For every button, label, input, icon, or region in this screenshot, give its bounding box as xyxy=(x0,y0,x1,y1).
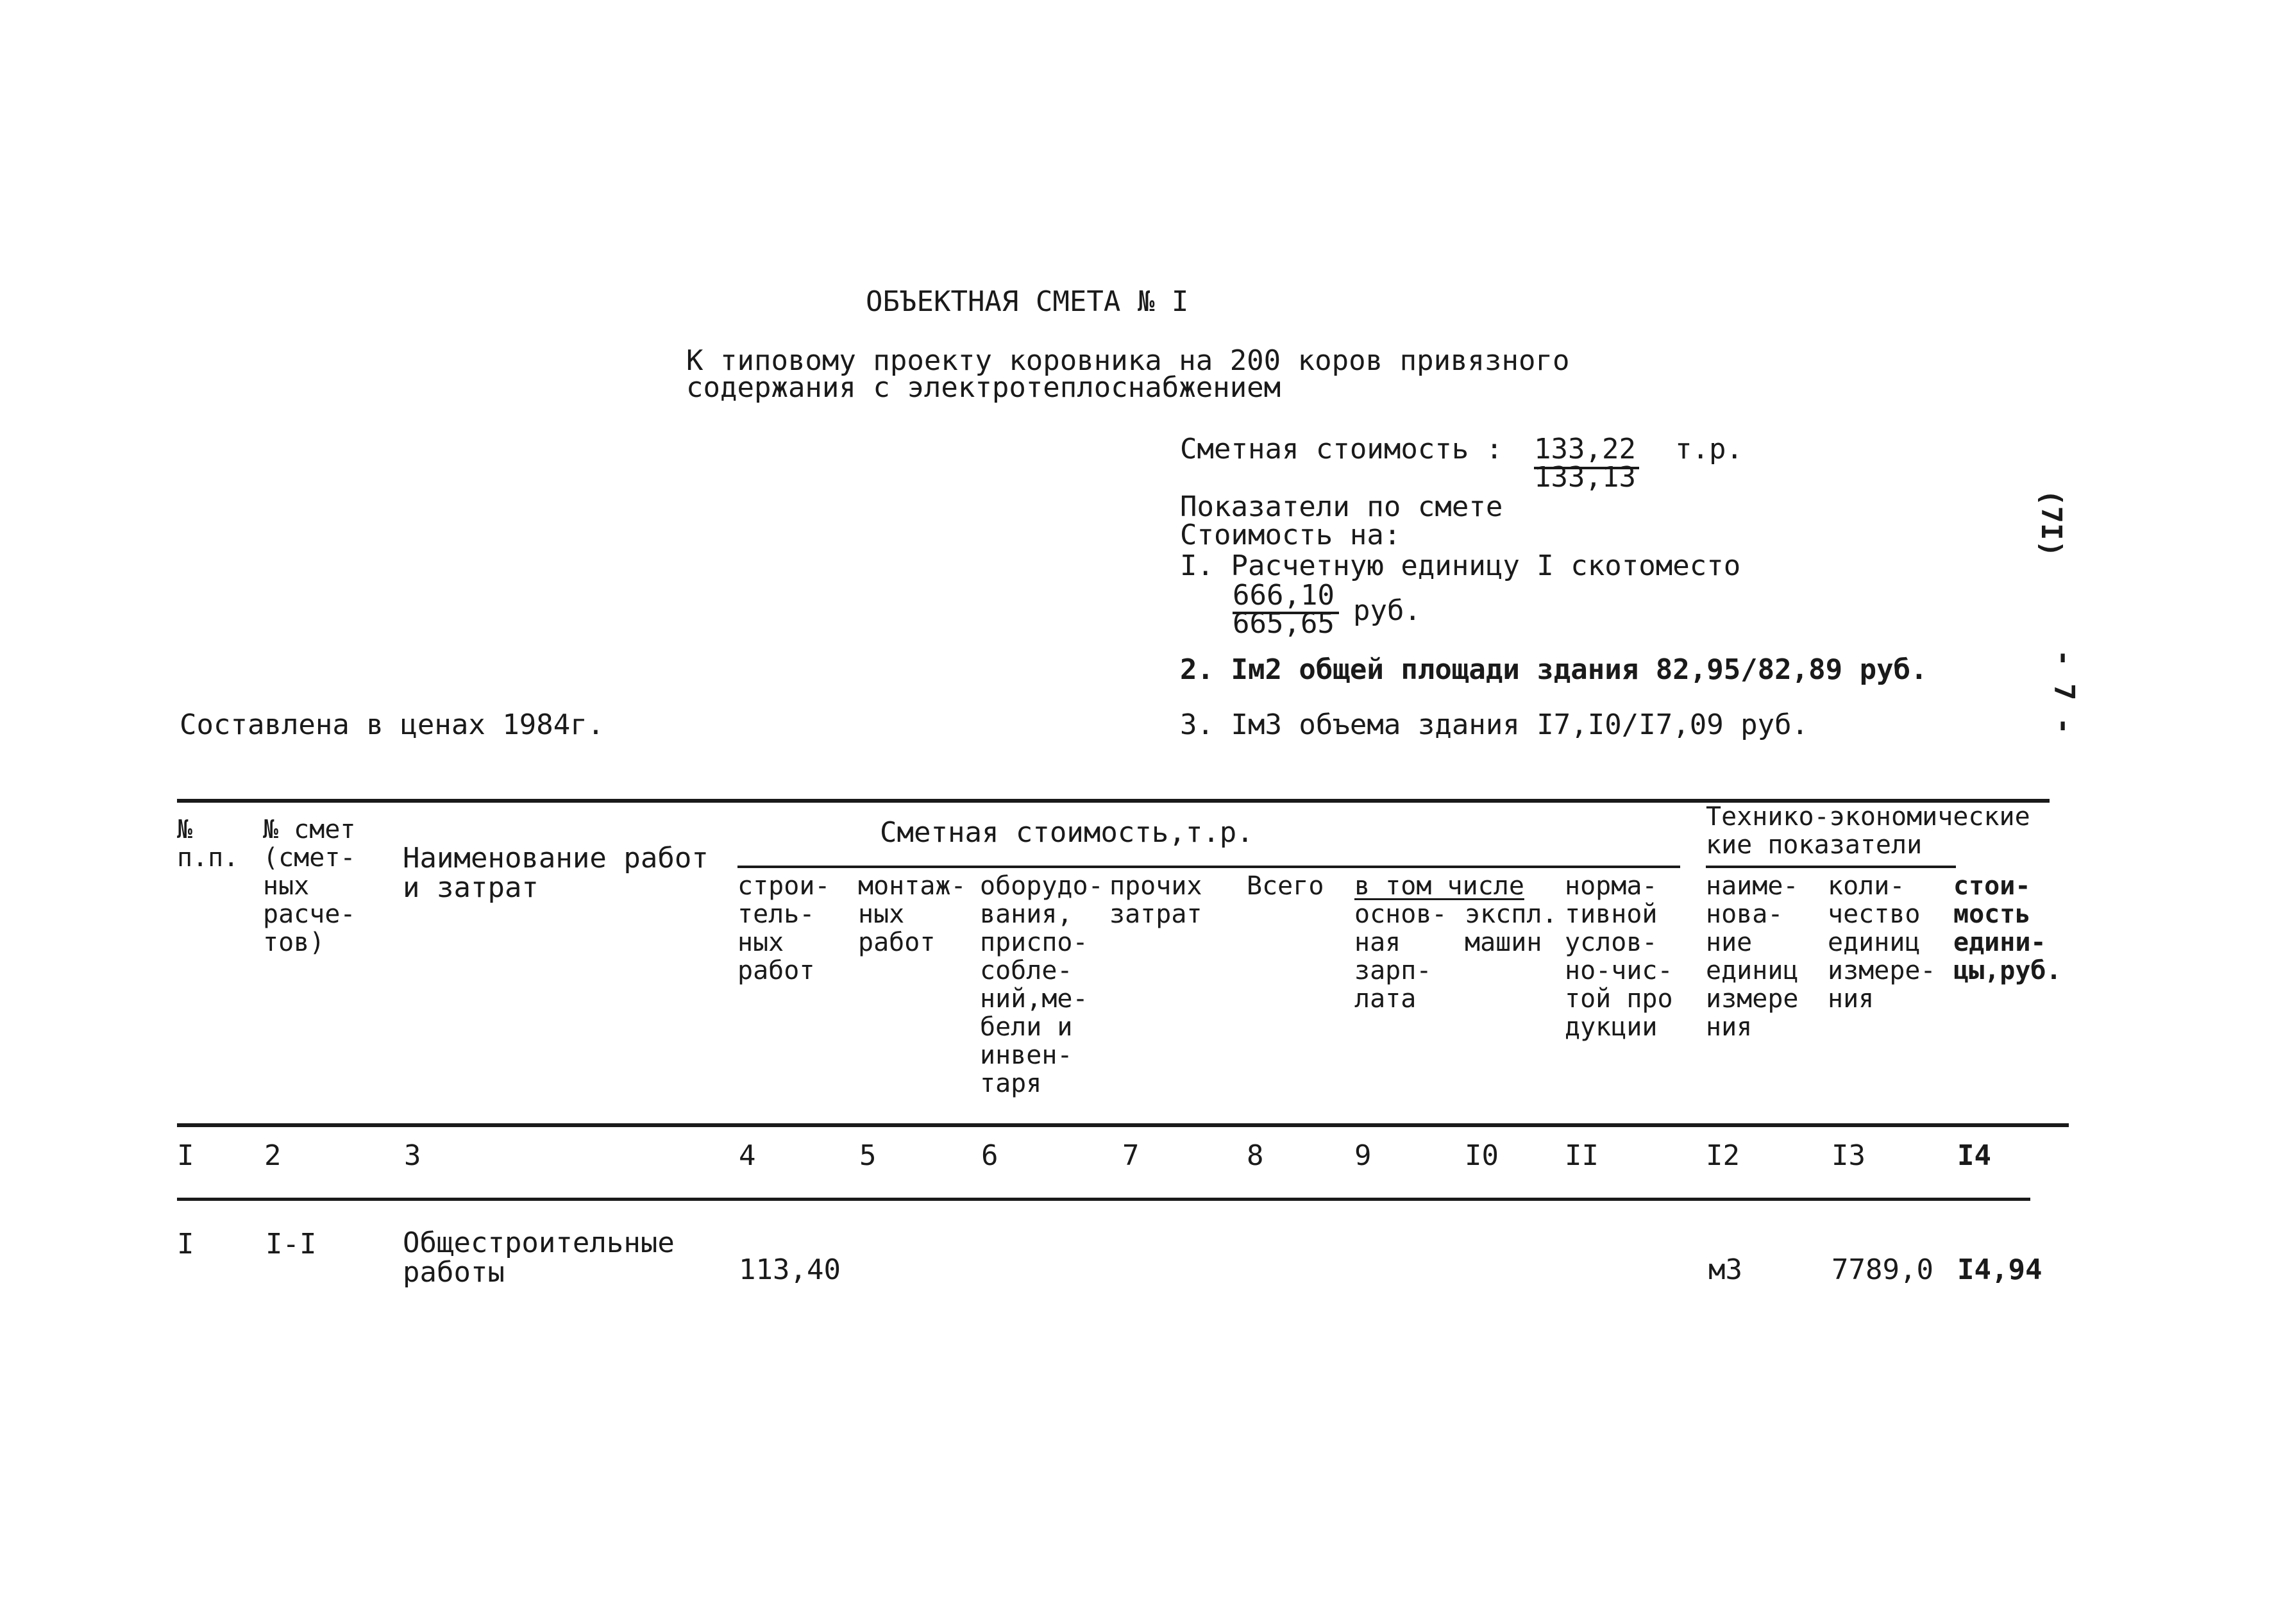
col-header-name: Наименование работ и затрат xyxy=(403,842,709,904)
col-header-unit-name: наиме- нова- ние единиц измере ния xyxy=(1706,871,1799,1042)
column-number: II xyxy=(1565,1139,1599,1172)
column-number: I2 xyxy=(1706,1139,1740,1172)
row-estimate: I-I xyxy=(265,1228,317,1260)
indicator-item-2: 2. Iм2 общей площади здания 82,95/82,89 руб. xyxy=(1180,653,1928,686)
column-number: I xyxy=(177,1139,194,1172)
indicator-item-3: 3. Iм3 объема здания I7,I0/I7,09 руб. xyxy=(1180,708,1809,741)
indicator-item-1: I. Расчетную единицу I скотоместо xyxy=(1180,549,1741,582)
cost-unit: т.р. xyxy=(1675,433,1743,465)
col-header-salary: основ- ная зарп- лата xyxy=(1354,900,1447,1014)
row-unit: м3 xyxy=(1708,1253,1742,1286)
col-header-num: № п.п. xyxy=(177,815,239,873)
col-header-equipment: оборудо- вания, приспо- собле- ний,ме- бели и инвен- таря xyxy=(980,871,1104,1098)
row-quantity: 7789,0 xyxy=(1832,1253,1933,1286)
indicators-label: Показатели по смете xyxy=(1180,490,1503,523)
cost-numerator: 133,22 xyxy=(1534,433,1636,465)
in-total-header: в том числе xyxy=(1354,871,1524,901)
col-header-total: Всего xyxy=(1247,871,1324,901)
col-header-installation: монтаж- ных работ xyxy=(858,871,966,957)
row-num: I xyxy=(177,1228,194,1260)
header-bottom-rule xyxy=(177,1123,2069,1127)
col-header-construction: строи- тель- ных работ xyxy=(737,871,830,985)
col-header-normative: норма- тивной услов- но-чис- той про дукции xyxy=(1565,871,1673,1042)
item1-unit: руб. xyxy=(1353,594,1421,627)
column-number: 7 xyxy=(1122,1139,1140,1172)
row-construction-cost: 113,40 xyxy=(739,1253,841,1286)
side-mark: (7I) xyxy=(2035,489,2068,557)
tech-group-header: Технико-экономические кие показатели xyxy=(1706,802,2030,860)
composed-prices-note: Составлена в ценах 1984г. xyxy=(180,708,605,741)
col-header-unit-cost: стои- мость едини- цы,руб. xyxy=(1953,871,2062,985)
row-name: Общестроительные работы xyxy=(403,1226,675,1289)
column-number: 6 xyxy=(981,1139,998,1172)
item1-numerator: 666,10 xyxy=(1233,579,1335,612)
column-number: I3 xyxy=(1832,1139,1866,1172)
document-title: ОБЪЕКТНАЯ СМЕТА № I xyxy=(866,285,1189,318)
column-number: 2 xyxy=(264,1139,282,1172)
column-number: I0 xyxy=(1465,1139,1499,1172)
col-header-other: прочих затрат xyxy=(1109,871,1202,929)
row-unit-cost: I4,94 xyxy=(1957,1253,2042,1286)
column-number: 9 xyxy=(1354,1139,1372,1172)
column-number: 5 xyxy=(859,1139,877,1172)
column-number: 3 xyxy=(404,1139,421,1172)
cost-on-label: Стоимость на: xyxy=(1180,519,1401,551)
cost-group-header: Сметная стоимость,т.р. xyxy=(880,816,1254,849)
column-number-rule xyxy=(177,1198,2030,1201)
tech-group-rule xyxy=(1706,866,1956,868)
column-number: 8 xyxy=(1247,1139,1264,1172)
item1-denominator: 665,65 xyxy=(1233,607,1335,640)
cost-denominator: 133,13 xyxy=(1534,461,1636,494)
col-header-quantity: коли- чество единиц измере- ния xyxy=(1828,871,1936,1014)
document-subtitle-line1: К типовому проекту коровника на 200 коров привязного xyxy=(686,344,1570,377)
col-header-machines: экспл. машин xyxy=(1465,900,1558,957)
page-number: - 7 - xyxy=(2048,649,2080,735)
column-number: I4 xyxy=(1957,1139,1991,1172)
col-header-estimate: № смет (смет- ных расче- тов) xyxy=(263,815,356,957)
cost-label: Сметная стоимость : xyxy=(1180,433,1503,465)
document-subtitle-line2: содержания с электротеплоснабжением xyxy=(686,371,1281,404)
column-number: 4 xyxy=(739,1139,756,1172)
cost-group-rule xyxy=(737,866,1680,868)
